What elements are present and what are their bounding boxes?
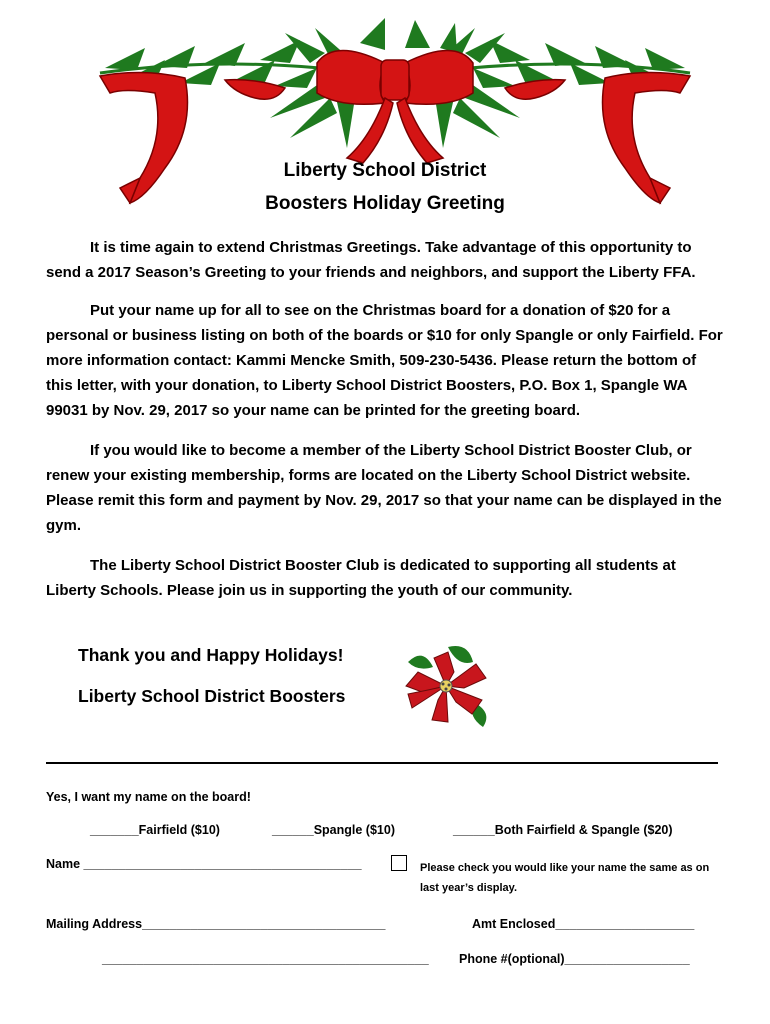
paragraph-donation: Put your name up for all to see on the Christmas board for a donation of $20 for a personal or business listing on both of the boards or $10 for only Spangle or only Fairfield. For more information contact: Kammi Mencke Smith, 509-230-5436. Please return the bottom of this letter, with your donation, to Liberty School District Boosters, P.O. Box 1, Spangle WA 99031 by Nov. 29, 2017 so your name can be printed for the greeting board.	[46, 302, 723, 419]
closing-signature: Liberty School District Boosters	[78, 686, 346, 706]
mailing-address-line2[interactable]: _______________________________________________	[102, 952, 429, 966]
poinsettia-icon	[398, 642, 494, 730]
option-spangle[interactable]: ______Spangle ($10)	[272, 823, 395, 837]
paragraph-mission: The Liberty School District Booster Club is dedicated to supporting all students at Liberty Schools. Please join us in supporting the youth of our community.	[46, 557, 676, 599]
option-fairfield[interactable]: _______Fairfield ($10)	[90, 823, 220, 837]
same-as-last-year-checkbox[interactable]	[391, 855, 407, 871]
document-subtitle: Boosters Holiday Greeting	[265, 193, 505, 214]
same-as-last-year-note: Please check you would like your name the same as on last year’s display.	[420, 862, 710, 894]
closing-thanks: Thank you and Happy Holidays!	[78, 645, 344, 665]
phone-field[interactable]: Phone #(optional)__________________	[459, 952, 690, 966]
paragraph-intro: It is time again to extend Christmas Greetings. Take advantage of this opportunity to send a 2017 Season’s Greeting to your friends and neighbors, and support the Liberty FFA.	[46, 239, 696, 281]
document-title: Liberty School District	[283, 160, 487, 181]
option-both[interactable]: ______Both Fairfield & Spangle ($20)	[453, 823, 673, 837]
amount-enclosed-field[interactable]: Amt Enclosed____________________	[472, 917, 695, 931]
mailing-address-field[interactable]: Mailing Address___________________________________	[46, 917, 386, 931]
section-divider	[46, 762, 718, 764]
paragraph-membership: If you would like to become a member of the Liberty School District Booster Club, or renew your existing membership, forms are located on the Liberty School District website. Please remit this form and payment by Nov. 29, 2017 so that your name can be displayed in the gym.	[46, 442, 722, 534]
name-field[interactable]: Name ________________________________________	[46, 857, 362, 871]
form-heading: Yes, I want my name on the board!	[46, 790, 251, 804]
